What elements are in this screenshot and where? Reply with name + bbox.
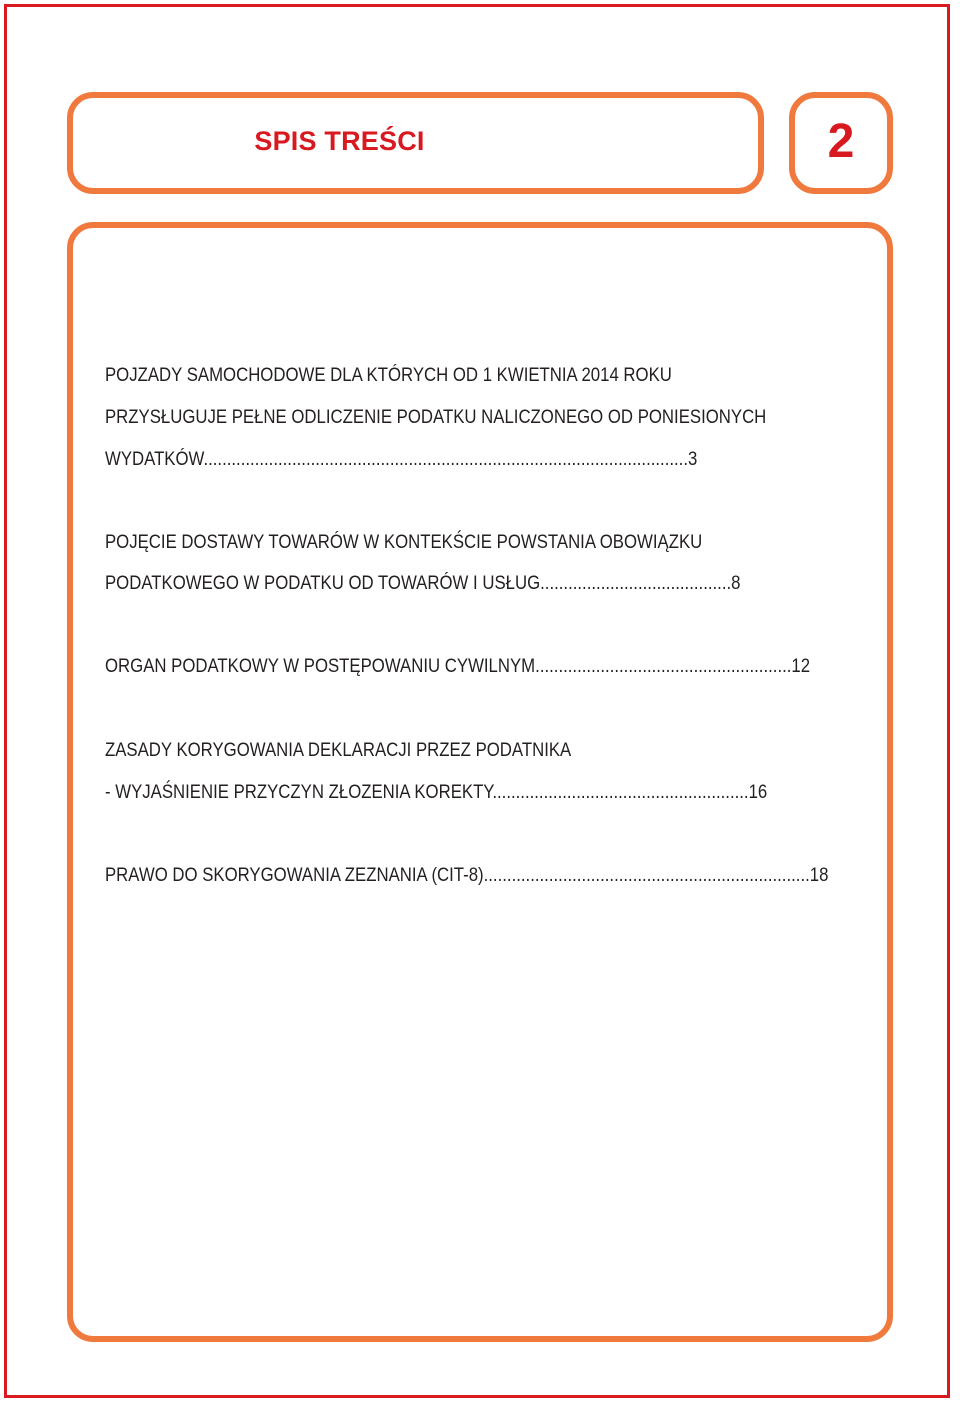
toc-entry-text: PODATKOWEGO W PODATKU OD TOWARÓW I USŁUG	[105, 572, 541, 594]
toc-leader-dots: ........................................................................................................	[203, 448, 689, 470]
toc-entry-text: POJĘCIE DOSTAWY TOWARÓW W KONTEKŚCIE POWSTANIA OBOWIĄZKU	[105, 531, 703, 553]
toc-leader-dots: .......................................................	[535, 655, 792, 677]
toc-entry-text: POJZADY SAMOCHODOWE DLA KTÓRYCH OD 1 KWIETNIA 2014 ROKU	[105, 364, 672, 386]
toc-entry-text: ZASADY KORYGOWANIA DEKLARACJI PRZEZ PODATNIKA	[105, 739, 572, 761]
chapter-number-box	[789, 92, 893, 194]
toc-leader-dots: .........................................	[540, 572, 732, 594]
toc-page-number: 12	[791, 655, 811, 677]
toc-leader-dots: .......................................................	[492, 781, 749, 803]
toc-page-number: 3	[688, 448, 698, 470]
toc-entry-1-line-3[interactable]	[105, 447, 697, 471]
toc-entry-text: PRAWO DO SKORYGOWANIA ZEZNANIA (CIT-8)	[105, 864, 484, 886]
toc-entry-text: ORGAN PODATKOWY W POSTĘPOWANIU CYWILNYM	[105, 655, 536, 677]
toc-leader-dots: ......................................................................	[483, 864, 810, 886]
toc-page-number: 16	[748, 781, 768, 803]
toc-entry-2-line-1[interactable]	[105, 530, 702, 554]
toc-page-number: 8	[731, 572, 741, 594]
toc-entry-4-line-2[interactable]	[105, 780, 767, 804]
title-box	[67, 92, 764, 194]
toc-entry-text: WYDATKÓW	[105, 448, 204, 470]
page-number: 2	[827, 114, 855, 168]
toc-entry-text: - WYJAŚNIENIE PRZYCZYN ZŁOZENIA KOREKTY	[105, 781, 493, 803]
toc-entry-text: PRZYSŁUGUJE PEŁNE ODLICZENIE PODATKU NALICZONEGO OD PONIESIONYCH	[105, 406, 767, 428]
toc-entry-3-line-1[interactable]	[105, 654, 810, 678]
toc-entry-5-line-1[interactable]	[105, 863, 828, 887]
toc-entry-4-line-1[interactable]	[105, 738, 571, 762]
toc-entry-1-line-1[interactable]	[105, 363, 672, 387]
page-title: SPIS TREŚCI	[254, 125, 425, 156]
toc-entry-1-line-2[interactable]	[105, 405, 766, 429]
toc-page-number: 18	[809, 864, 829, 886]
toc-entry-2-line-2[interactable]	[105, 571, 740, 595]
